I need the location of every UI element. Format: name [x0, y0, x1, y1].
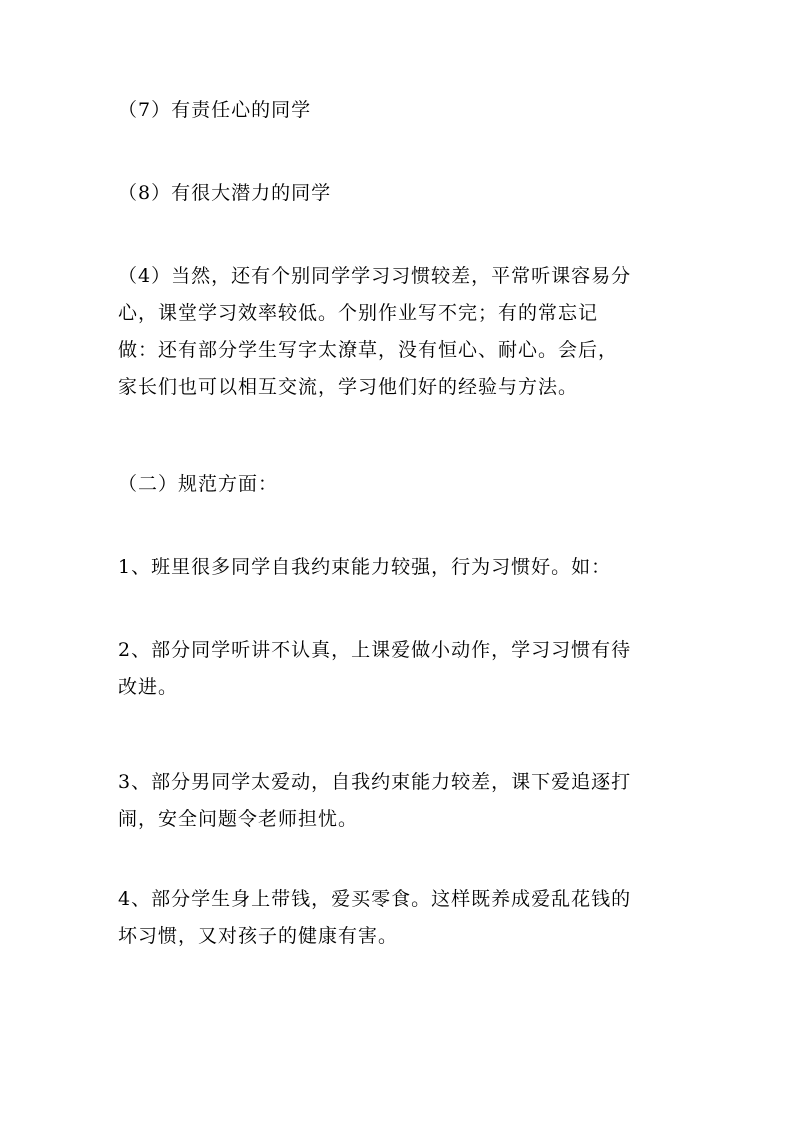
paragraph-line: 心，课堂学习效率较低。个别作业写不完；有的常忘记 — [118, 302, 599, 324]
paragraph-line: 1、班里很多同学自我约束能力较强，行为习惯好。如： — [118, 556, 612, 578]
list-item-1 — [118, 549, 678, 586]
list-item-3 — [118, 764, 678, 838]
paragraph-line: 3、部分男同学太爱动，自我约束能力较差，课下爱追逐打 — [118, 771, 632, 793]
paragraph-line: 坏习惯，又对孩子的健康有害。 — [118, 925, 399, 947]
paragraph-line: （二）规范方面： — [118, 473, 279, 495]
paragraph-item-7 — [118, 92, 678, 129]
paragraph-line: （4）当然，还有个别同学学习习惯较差，平常听课容易分 — [118, 265, 632, 287]
paragraph-line: （7）有责任心的同学 — [118, 99, 312, 121]
paragraph-item-8 — [118, 175, 678, 212]
paragraph-line: 改进。 — [118, 676, 179, 698]
paragraph-line: 4、部分学生身上带钱，爱买零食。这样既养成爱乱花钱的 — [118, 888, 632, 910]
paragraph-line: 2、部分同学听讲不认真，上课爱做小动作，学习习惯有待 — [118, 639, 632, 661]
list-item-4 — [118, 881, 678, 955]
list-item-2 — [118, 632, 678, 706]
paragraph-line: 闹，安全问题令老师担忧。 — [118, 808, 359, 830]
section-heading-norms — [118, 466, 678, 503]
paragraph-line: 家长们也可以相互交流，学习他们好的经验与方法。 — [118, 376, 579, 398]
paragraph-line: 做：还有部分学生写字太潦草，没有恒心、耐心。会后， — [118, 339, 619, 361]
paragraph-line: （8）有很大潜力的同学 — [118, 182, 332, 204]
paragraph-study-habits — [118, 258, 678, 406]
